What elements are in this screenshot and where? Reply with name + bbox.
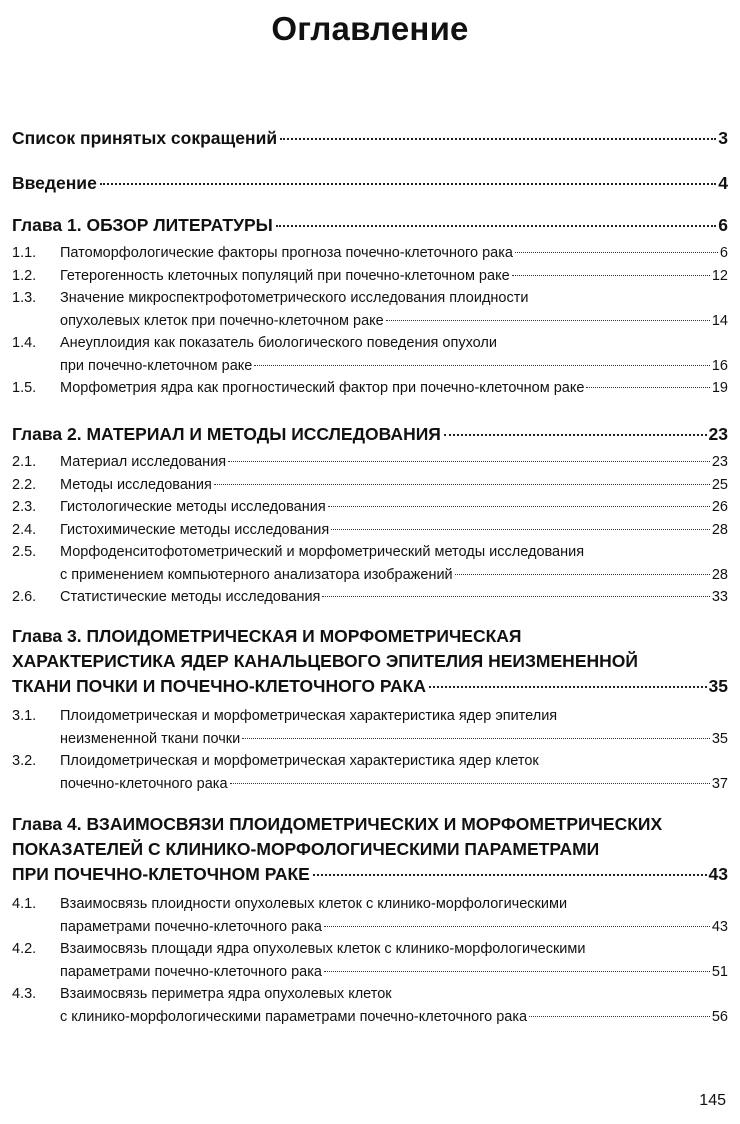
chapter-heading[interactable] bbox=[12, 624, 728, 699]
toc-entry-abbreviations[interactable] bbox=[12, 126, 728, 151]
chapter-title-line: Глава 4. ВЗАИМОСВЯЗИ ПЛОИДОМЕТРИЧЕСКИХ И МОРФОМЕТРИЧЕСКИХ bbox=[12, 814, 663, 834]
toc-page-number: 3 bbox=[718, 128, 728, 148]
section-number: 2.4. bbox=[12, 521, 37, 538]
dot-leader bbox=[515, 252, 718, 253]
section-title-continued: параметрами почечно-клеточного рака bbox=[60, 963, 322, 980]
toc-subsection[interactable] bbox=[12, 519, 728, 542]
dot-leader bbox=[242, 738, 710, 739]
section-title: Гетерогенность клеточных популяций при почечно-клеточном раке bbox=[60, 267, 510, 284]
dot-leader bbox=[254, 365, 710, 366]
chapter-title-line: Глава 3. ПЛОИДОМЕТРИЧЕСКАЯ И МОРФОМЕТРИЧЕСКАЯ bbox=[12, 626, 522, 646]
toc-page-number: 14 bbox=[711, 312, 728, 329]
chapter-heading[interactable] bbox=[12, 812, 728, 887]
toc-page-number: 43 bbox=[708, 864, 728, 884]
toc-subsection[interactable] bbox=[12, 938, 728, 983]
section-title: Материал исследования bbox=[60, 454, 227, 470]
toc-page-number: 6 bbox=[719, 245, 728, 261]
section-number: 4.2. bbox=[12, 941, 37, 957]
toc-subsection[interactable] bbox=[12, 750, 728, 795]
toc-subsection[interactable] bbox=[12, 893, 728, 938]
toc-subsection[interactable] bbox=[12, 705, 728, 750]
toc-page-number: 43 bbox=[711, 918, 728, 935]
section-number: 2.3. bbox=[12, 499, 37, 515]
chapter-title-line: Глава 1. ОБЗОР ЛИТЕРАТУРЫ bbox=[12, 215, 273, 235]
dot-leader bbox=[276, 225, 716, 227]
toc-page-number: 23 bbox=[711, 454, 728, 470]
section-title: Патоморфологические факторы прогноза почечно-клеточного рака bbox=[60, 245, 513, 261]
section-number: 4.3. bbox=[12, 986, 37, 1002]
section-title: Анеуплоидия как показатель биологического поведения опухоли bbox=[60, 335, 497, 351]
toc-subsection[interactable] bbox=[12, 287, 728, 332]
chapter-title-line: ХАРАКТЕРИСТИКА ЯДЕР КАНАЛЬЦЕВОГО ЭПИТЕЛИЯ НЕИЗМЕНЕННОЙ bbox=[12, 651, 638, 671]
toc-subsection[interactable] bbox=[12, 265, 728, 288]
dot-leader bbox=[214, 484, 710, 485]
toc-page-number: 28 bbox=[711, 566, 728, 583]
dot-leader bbox=[280, 138, 716, 140]
section-title: Морфоденситофотометрический и морфометрический методы исследования bbox=[60, 544, 585, 560]
toc-subsection[interactable] bbox=[12, 332, 728, 377]
section-title: Морфометрия ядра как прогностический фактор при почечно-клеточном раке bbox=[60, 380, 585, 396]
section-title: Гистологические методы исследования bbox=[60, 499, 326, 515]
chapter-heading[interactable] bbox=[12, 422, 728, 447]
section-number: 3.1. bbox=[12, 708, 37, 724]
toc-page-number: 23 bbox=[708, 424, 728, 444]
section-title-continued: параметрами почечно-клеточного рака bbox=[60, 918, 322, 935]
chapter-title-line: ПОКАЗАТЕЛЕЙ С КЛИНИКО-МОРФОЛОГИЧЕСКИМИ ПАРАМЕТРАМИ bbox=[12, 839, 600, 859]
toc-page-number: 12 bbox=[711, 267, 728, 284]
toc-page-number: 16 bbox=[711, 357, 728, 374]
toc-subsection[interactable] bbox=[12, 451, 728, 474]
section-title-continued: с применением компьютерного анализатора изображений bbox=[60, 566, 453, 583]
toc-subsection[interactable] bbox=[12, 496, 728, 519]
toc-entry-label: Введение bbox=[12, 173, 97, 193]
section-title-continued: почечно-клеточного рака bbox=[60, 775, 228, 792]
section-number: 4.1. bbox=[12, 896, 37, 912]
dot-leader bbox=[455, 574, 710, 575]
toc-entry-label: Список принятых сокращений bbox=[12, 128, 278, 148]
toc-page-number: 26 bbox=[711, 499, 728, 515]
dot-leader bbox=[444, 434, 707, 436]
section-number: 2.2. bbox=[12, 476, 37, 493]
dot-leader bbox=[324, 971, 710, 972]
section-title: Взаимосвязь плоидности опухолевых клеток с клинико-морфологическими bbox=[60, 896, 568, 912]
toc-entry-introduction[interactable] bbox=[12, 171, 728, 196]
section-title: Статистические методы исследования bbox=[60, 589, 321, 605]
section-title: Методы исследования bbox=[60, 476, 212, 493]
section-number: 1.5. bbox=[12, 380, 37, 396]
toc-subsection[interactable] bbox=[12, 377, 728, 400]
section-number: 1.4. bbox=[12, 335, 37, 351]
section-title-continued: неизмененной ткани почки bbox=[60, 730, 241, 747]
section-number: 3.2. bbox=[12, 753, 37, 769]
page-title: Оглавление bbox=[271, 10, 469, 47]
dot-leader bbox=[386, 320, 710, 321]
toc-subsection[interactable] bbox=[12, 474, 728, 497]
dot-leader bbox=[586, 387, 709, 388]
chapter-title-line: Глава 2. МАТЕРИАЛ И МЕТОДЫ ИССЛЕДОВАНИЯ bbox=[12, 424, 441, 444]
chapter-title-line: ПРИ ПОЧЕЧНО-КЛЕТОЧНОМ РАКЕ bbox=[12, 864, 310, 884]
toc-chapter-2 bbox=[12, 422, 728, 609]
toc-page-number: 25 bbox=[711, 476, 728, 493]
section-number: 1.3. bbox=[12, 290, 37, 306]
toc-page-number: 6 bbox=[718, 215, 728, 235]
toc-chapter-3 bbox=[12, 624, 728, 795]
toc-page-number: 56 bbox=[711, 1008, 728, 1025]
dot-leader bbox=[313, 874, 707, 876]
page-number: 145 bbox=[699, 1092, 726, 1109]
toc-page-number: 51 bbox=[711, 963, 728, 980]
toc-page-number: 19 bbox=[711, 380, 728, 396]
section-title: Плоидометрическая и морфометрическая характеристика ядер клеток bbox=[60, 753, 539, 769]
dot-leader bbox=[529, 1016, 710, 1017]
toc-page-number: 33 bbox=[711, 589, 728, 605]
section-title: Значение микроспектрофотометрического исследования плоидности bbox=[60, 290, 529, 306]
dot-leader bbox=[100, 183, 716, 185]
section-title: Гистохимические методы исследования bbox=[60, 521, 330, 538]
section-title: Взаимосвязь периметра ядра опухолевых клеток bbox=[60, 986, 392, 1002]
section-number: 1.2. bbox=[12, 267, 37, 284]
section-title: Плоидометрическая и морфометрическая характеристика ядер эпителия bbox=[60, 708, 558, 724]
section-title-continued: опухолевых клеток при почечно-клеточном раке bbox=[60, 312, 384, 329]
toc-subsection[interactable] bbox=[12, 586, 728, 609]
section-number: 2.6. bbox=[12, 589, 37, 605]
dot-leader bbox=[324, 926, 710, 927]
toc-subsection[interactable] bbox=[12, 242, 728, 265]
section-number: 1.1. bbox=[12, 245, 37, 261]
dot-leader bbox=[512, 275, 710, 276]
dot-leader bbox=[331, 529, 710, 530]
section-number: 2.1. bbox=[12, 454, 37, 470]
section-title-continued: при почечно-клеточном раке bbox=[60, 357, 253, 374]
section-title: Взаимосвязь площади ядра опухолевых клеток с клинико-морфологическими bbox=[60, 941, 586, 957]
toc-page-number: 37 bbox=[711, 775, 728, 792]
dot-leader bbox=[230, 783, 710, 784]
toc-subsection[interactable] bbox=[12, 541, 728, 586]
section-title-continued: с клинико-морфологическими параметрами почечно-клеточного рака bbox=[60, 1008, 528, 1025]
dot-leader bbox=[228, 461, 710, 462]
toc-chapter-1 bbox=[12, 213, 728, 400]
chapter-title-line: ТКАНИ ПОЧКИ И ПОЧЕЧНО-КЛЕТОЧНОГО РАКА bbox=[12, 676, 426, 696]
toc-subsection[interactable] bbox=[12, 983, 728, 1028]
toc-page-number: 28 bbox=[711, 521, 728, 538]
dot-leader bbox=[429, 686, 707, 688]
section-number: 2.5. bbox=[12, 544, 37, 560]
chapter-heading[interactable] bbox=[12, 213, 728, 238]
toc-page-number: 35 bbox=[711, 730, 728, 747]
dot-leader bbox=[322, 596, 709, 597]
dot-leader bbox=[328, 506, 710, 507]
toc-page-number: 4 bbox=[718, 173, 728, 193]
toc-chapter-4 bbox=[12, 812, 728, 1028]
toc-page-number: 35 bbox=[708, 676, 728, 696]
